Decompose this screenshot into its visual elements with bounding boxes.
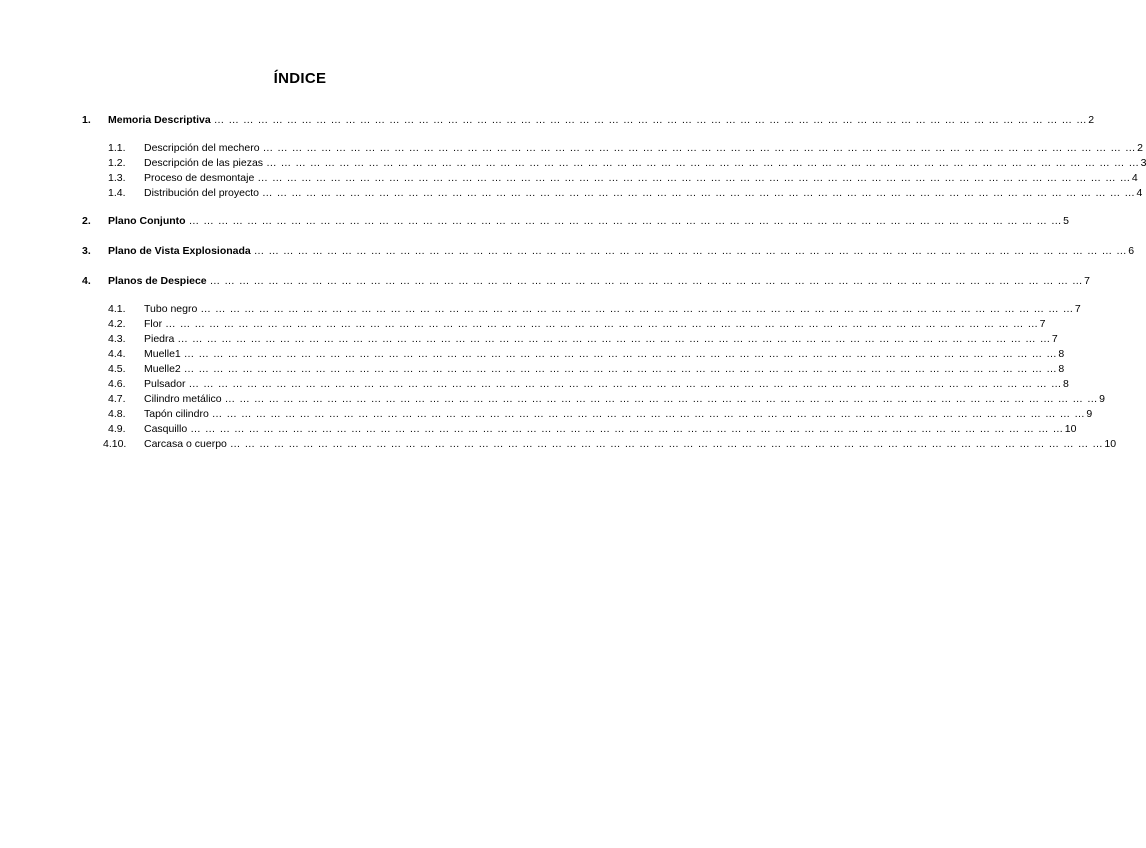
toc-subentry[interactable] xyxy=(0,392,1105,406)
toc-entry-page: 7 xyxy=(1074,303,1081,315)
toc-leader-dots: … … … … … … … … … … … … … … … … … … … … … … … … … … … … … … … … … … … … … … … … … … … … … … … … … … … … … … … … … … … … xyxy=(188,215,1063,227)
toc-entry-number: 1.1. xyxy=(108,142,126,154)
toc-entry-label: Distribución del proyecto xyxy=(144,187,259,199)
toc-entry-label: Cilindro metálico xyxy=(144,393,222,405)
toc-leader-dots: … … … … … … … … … … … … … … … … … … … … … … … … … … … … … … … … … … … … … … … … … … … … … … … … … … … … … … … … … … … … xyxy=(165,318,1039,330)
toc-entry-page: 4 xyxy=(1136,187,1143,199)
toc-entry-page: 10 xyxy=(1104,438,1117,450)
toc-subentry[interactable] xyxy=(0,156,1146,170)
toc-entry-number: 4.9. xyxy=(108,423,126,435)
toc-leader-dots: … … … … … … … … … … … … … … … … … … … … … … … … … … … … … … … … … … … … … … … … … … … … … … … … … … … … … … … … … … … … xyxy=(200,303,1074,315)
toc-entry-number: 4.8. xyxy=(108,408,126,420)
toc-entry-label: Pulsador xyxy=(144,378,186,390)
toc-entry-number: 1.4. xyxy=(108,187,126,199)
toc-leader-dots: … … … … … … … … … … … … … … … … … … … … … … … … … … … … … … … … … … … … … … … … … … … … … … … … … … … … … … … … … … … … xyxy=(209,275,1084,287)
page-title: ÍNDICE xyxy=(273,70,327,87)
toc-entry-label: Tapón cilindro xyxy=(144,408,209,420)
toc-leader-dots: … … … … … … … … … … … … … … … … … … … … … … … … … … … … … … … … … … … … … … … … … … … … … … … … … … … … … … … … … … … … xyxy=(229,438,1104,450)
toc-entry-page: 7 xyxy=(1039,318,1046,330)
toc-entry-label: Memoria Descriptiva xyxy=(108,114,211,126)
toc-entry-number: 4.10. xyxy=(103,438,127,450)
toc-subentry[interactable] xyxy=(0,422,1077,436)
toc-entry[interactable] xyxy=(0,113,1095,127)
toc-subentry[interactable] xyxy=(0,347,1065,361)
toc-leader-dots: … … … … … … … … … … … … … … … … … … … … … … … … … … … … … … … … … … … … … … … … … … … … … … … … … … … … … … … … … … … … xyxy=(183,363,1058,375)
toc-leader-dots: … … … … … … … … … … … … … … … … … … … … … … … … … … … … … … … … … … … … … … … … … … … … … … … … … … … … … … … … … … … … xyxy=(224,393,1099,405)
toc-entry[interactable] xyxy=(0,274,1091,288)
toc-entry-page: 8 xyxy=(1062,378,1069,390)
toc-entry-number: 4.6. xyxy=(108,378,126,390)
toc-leader-dots: … … … … … … … … … … … … … … … … … … … … … … … … … … … … … … … … … … … … … … … … … … … … … … … … … … … … … … … … … … … … xyxy=(183,348,1058,360)
toc-entry-page: 3 xyxy=(1140,157,1146,169)
toc-entry-label: Plano de Vista Explosionada xyxy=(108,245,251,257)
toc-leader-dots: … … … … … … … … … … … … … … … … … … … … … … … … … … … … … … … … … … … … … … … … … … … … … … … … … … … … … … … … … … … … xyxy=(266,157,1140,169)
toc-entry-label: Descripción del mechero xyxy=(144,142,260,154)
toc-subentry[interactable] xyxy=(0,407,1093,421)
toc-entry-number: 1.2. xyxy=(108,157,126,169)
toc-entry-page: 10 xyxy=(1064,423,1077,435)
toc-subentry[interactable] xyxy=(0,141,1143,155)
toc-subentry[interactable] xyxy=(0,437,1117,451)
toc-leader-dots: … … … … … … … … … … … … … … … … … … … … … … … … … … … … … … … … … … … … … … … … … … … … … … … … … … … … … … … … … … … … xyxy=(262,142,1137,154)
toc-entry-label: Piedra xyxy=(144,333,175,345)
toc-entry-number: 4.1. xyxy=(108,303,126,315)
toc-entry-page: 8 xyxy=(1058,363,1065,375)
toc-leader-dots: … … … … … … … … … … … … … … … … … … … … … … … … … … … … … … … … … … … … … … … … … … … … … … … … … … … … … … … … … … … … xyxy=(261,187,1136,199)
toc-entry-number: 4.5. xyxy=(108,363,126,375)
toc-leader-dots: … … … … … … … … … … … … … … … … … … … … … … … … … … … … … … … … … … … … … … … … … … … … … … … … … … … … … … … … … … … … xyxy=(213,114,1088,126)
toc-entry-page: 7 xyxy=(1084,275,1091,287)
toc-entry-number: 4.2. xyxy=(108,318,126,330)
toc-entry-page: 6 xyxy=(1128,245,1135,257)
toc-leader-dots: … … … … … … … … … … … … … … … … … … … … … … … … … … … … … … … … … … … … … … … … … … … … … … … … … … … … … … … … … … … … xyxy=(188,378,1062,390)
toc-entry-label: Planos de Despiece xyxy=(108,275,207,287)
toc-entry-number: 3. xyxy=(82,245,91,257)
toc-entry-page: 8 xyxy=(1058,348,1065,360)
toc-entry-page: 2 xyxy=(1137,142,1143,154)
toc-entry-label: Casquillo xyxy=(144,423,188,435)
toc-subentry[interactable] xyxy=(0,302,1081,316)
toc-entry-number: 1. xyxy=(82,114,91,126)
toc-leader-dots: … … … … … … … … … … … … … … … … … … … … … … … … … … … … … … … … … … … … … … … … … … … … … … … … … … … … … … … … … … … … xyxy=(211,408,1086,420)
toc-entry-label: Descripción de las piezas xyxy=(144,157,264,169)
toc-entry-page: 9 xyxy=(1099,393,1105,405)
toc-entry-number: 2. xyxy=(82,215,91,227)
toc-leader-dots: … … … … … … … … … … … … … … … … … … … … … … … … … … … … … … … … … … … … … … … … … … … … … … … … … … … … … … … … … … … … xyxy=(177,333,1051,345)
toc-entry-number: 4.7. xyxy=(108,393,126,405)
toc-subentry[interactable] xyxy=(0,171,1138,185)
toc-entry-page: 9 xyxy=(1086,408,1093,420)
toc-entry-label: Plano Conjunto xyxy=(108,215,186,227)
toc-entry-page: 2 xyxy=(1088,114,1095,126)
toc-entry-label: Flor xyxy=(144,318,163,330)
toc-entry-number: 4.3. xyxy=(108,333,126,345)
toc-entry[interactable] xyxy=(0,244,1135,258)
toc-subentry[interactable] xyxy=(0,186,1143,200)
toc-subentry[interactable] xyxy=(0,377,1069,391)
toc-leader-dots: … … … … … … … … … … … … … … … … … … … … … … … … … … … … … … … … … … … … … … … … … … … … … … … … … … … … … … … … … … … … xyxy=(253,245,1128,257)
toc-subentry[interactable] xyxy=(0,362,1065,376)
toc-entry[interactable] xyxy=(0,214,1069,228)
toc-subentry[interactable] xyxy=(0,317,1046,331)
toc-entry-number: 4. xyxy=(82,275,91,287)
toc-entry-page: 5 xyxy=(1063,215,1069,227)
toc-entry-page: 7 xyxy=(1051,333,1058,345)
toc-subentry[interactable] xyxy=(0,332,1058,346)
toc-leader-dots: … … … … … … … … … … … … … … … … … … … … … … … … … … … … … … … … … … … … … … … … … … … … … … … … … … … … … … … … … … … … xyxy=(257,172,1131,184)
toc-leader-dots: … … … … … … … … … … … … … … … … … … … … … … … … … … … … … … … … … … … … … … … … … … … … … … … … … … … … … … … … … … … … xyxy=(190,423,1064,435)
toc-entry-number: 1.3. xyxy=(108,172,126,184)
toc-entry-label: Proceso de desmontaje xyxy=(144,172,255,184)
toc-entry-label: Tubo negro xyxy=(144,303,198,315)
toc-entry-label: Carcasa o cuerpo xyxy=(144,438,227,450)
toc-entry-number: 4.4. xyxy=(108,348,126,360)
toc-entry-page: 4 xyxy=(1131,172,1138,184)
toc-entry-label: Muelle2 xyxy=(144,363,181,375)
toc-entry-label: Muelle1 xyxy=(144,348,181,360)
